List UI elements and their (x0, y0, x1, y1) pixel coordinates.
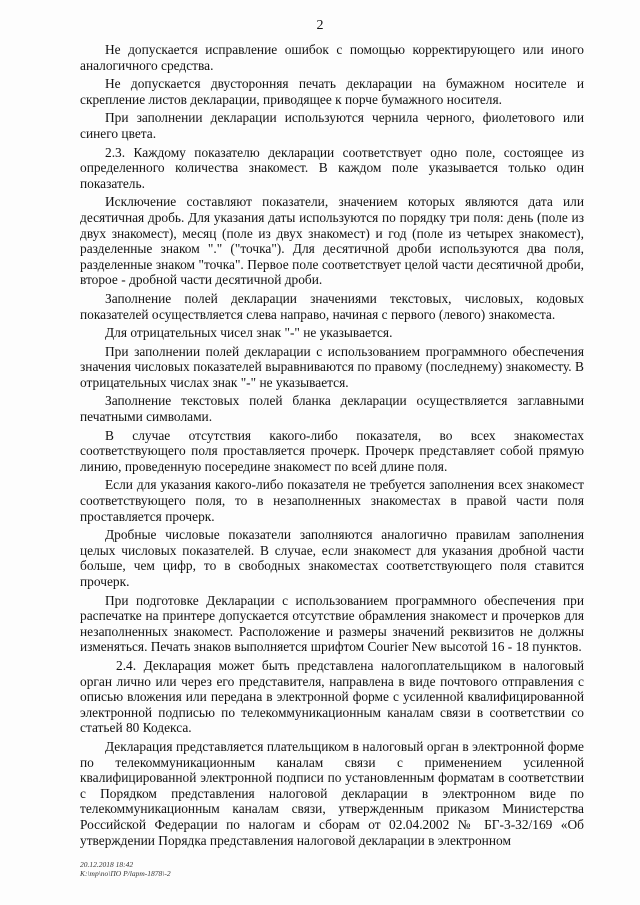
paragraph: Заполнение полей декларации значениями текстовых, числовых, кодовых показателей осуществляется слева направо, начиная с первого (левого) знакоместа. (80, 290, 584, 322)
print-timestamp: 20.12.2018 18:42 (80, 860, 134, 869)
page-number: 2 (316, 18, 324, 33)
print-file-path: К:\mp\no\ПО Р/lapm-1878\-2 (80, 869, 171, 878)
paragraph: Для отрицательных чисел знак "-" не указывается. (105, 325, 393, 341)
paragraph: 2.3. Каждому показателю декларации соответствует одно поле, состоящее из определенного количества знакомест. В каждом поле указывается только один показатель. (80, 144, 584, 191)
paragraph: 2.4. Декларация может быть представлена налогоплательщиком в налоговый орган лично или через его представителя, направлена в виде почтового отправления с описью вложения или передана в электронной форме с усиленной квалифицированной электронной подписью по телекоммуникационным каналам связи в соответствии со статьей 80 Кодекса. (80, 657, 584, 736)
paragraph: Не допускается исправление ошибок с помощью корректирующего или иного аналогичного средства. (80, 42, 584, 73)
paragraph: При заполнении декларации используются чернила черного, фиолетового или синего цвета. (80, 110, 584, 141)
paragraph: Заполнение текстовых полей бланка декларации осуществляется заглавными печатными символами. (80, 393, 584, 425)
paragraph: Дробные числовые показатели заполняются аналогично правилам заполнения целых числовых показателей. В случае, если знакомест для указания дробной части больше, чем цифр, то в свободных знакоместах соответствующего поля ставится прочерк. (80, 527, 584, 589)
document-body (80, 42, 584, 851)
paragraph: Не допускается двусторонняя печать декларации на бумажном носителе и скрепление листов декларации, приводящее к порче бумажного носителя. (80, 76, 584, 107)
paragraph: Декларация представляется плательщиком в налоговый орган в электронной форме по телекоммуникационным каналам связи с применением усиленной квалифицированной электронной подписи по установленным форматам в соответствии с Порядком представления налоговой декларации в электронном виде по телекоммуникационным каналам связи, утвержденным приказом Министерства Российской Федерации по налогам и сборам от 02.04.2002 № БГ-3-32/169 «Об утверждении Порядка представления налоговой декларации в электронном (80, 738, 584, 848)
paragraph: При заполнении полей декларации с использованием программного обеспечения значения числовых показателей выравниваются по правому (последнему) знакоместу. В отрицательных числах знак "-" не указывается. (80, 343, 584, 390)
paragraph: При подготовке Декларации с использованием программного обеспечения при распечатке на принтере допускается отсутствие обрамления знакомест и прочерков для незаполненных знакомест. Расположение и размеры значений реквизитов не должны изменяться. Печать знаков выполняется шрифтом Courier New высотой 16 - 18 пунктов. (80, 592, 584, 655)
print-footer (80, 860, 171, 878)
paragraph: В случае отсутствия какого-либо показателя, во всех знакоместах соответствующего поля проставляется прочерк. Прочерк представляет собой прямую линию, проведенную посередине знакомест по всей длине поля. (80, 427, 584, 474)
paragraph: Если для указания какого-либо показателя не требуется заполнения всех знакомест соответствующего поля, то в незаполненных знакоместах в правой части поля проставляется прочерк. (80, 477, 584, 524)
paragraph: Исключение составляют показатели, значением которых являются дата или десятичная дробь. Для указания даты используются по порядку три поля: день (поле из двух знакомест), месяц (поле из двух знакомест) и год (поле из четырех знакомест), разделенные знаком "." ("точка"). Для десятичной дроби используются два поля, разделенные знаком "точка". Первое поле соответствует целой части десятичной дроби, второе - дробной части десятичной дроби. (80, 194, 584, 288)
